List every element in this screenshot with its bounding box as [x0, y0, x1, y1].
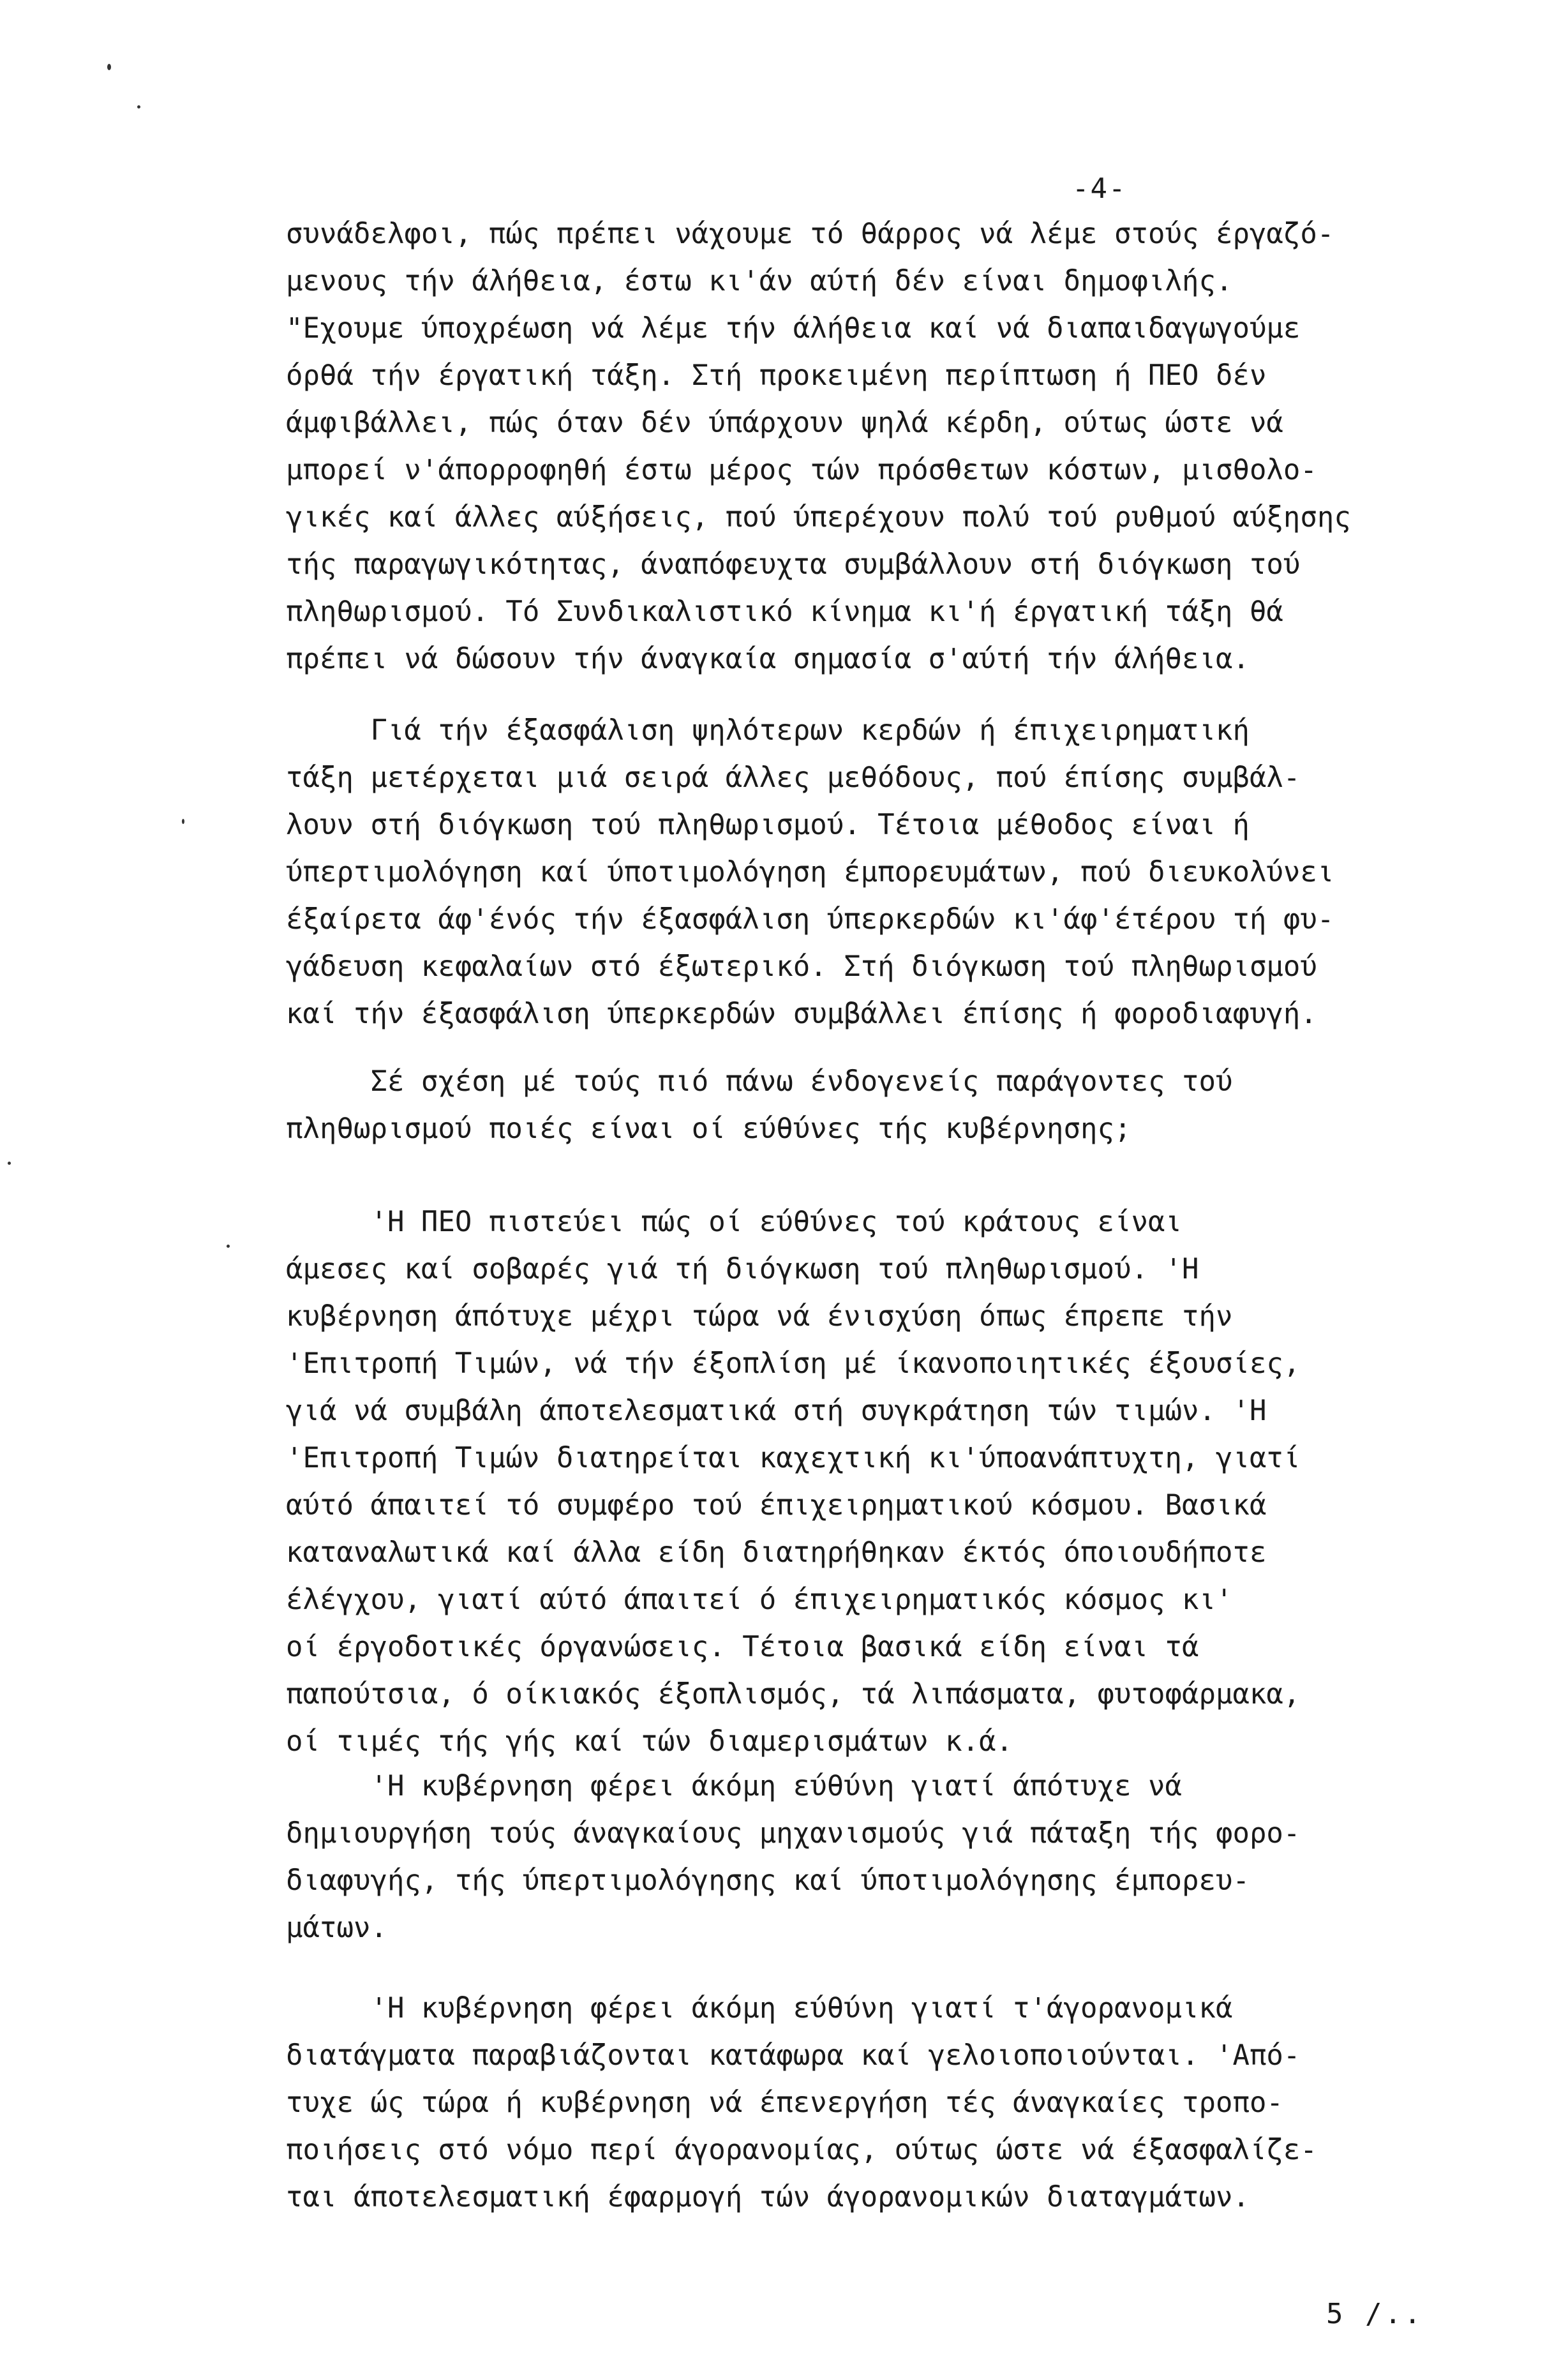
text-line: έξαίρετα άφ'ένός τήν έξασφάλιση ύπερκερδών κι'άφ'έτέρου τή φυ- — [286, 903, 1334, 936]
text-line: μπορεί ν'άπορροφηθή έστω μέρος τών πρόσθετων κόστων, μισθολο- — [286, 454, 1317, 486]
text-line: μάτων. — [286, 1912, 387, 1944]
text-line: αύτό άπαιτεί τό συμφέρο τού έπιχειρηματικού κόσμου. Βασικά — [286, 1489, 1267, 1522]
page-number: -4- — [1072, 172, 1127, 205]
text-line: πληθωρισμού ποιές είναι οί εύθύνες τής κυβέρνησης; — [286, 1112, 1131, 1145]
paragraph — [286, 707, 1498, 1038]
text-line: τάξη μετέρχεται μιά σειρά άλλες μεθόδους, πού έπίσης συμβάλ- — [286, 761, 1301, 794]
text-line: ύπερτιμολόγηση καί ύποτιμολόγηση έμπορευμάτων, πού διευκολύνει — [286, 856, 1334, 888]
text-line: οί τιμές τής γής καί τών διαμερισμάτων κ.ά. — [286, 1725, 1013, 1758]
paragraph — [286, 1985, 1498, 2221]
text-line: άμφιβάλλει, πώς όταν δέν ύπάρχουν ψηλά κέρδη, ούτως ώστε νά — [286, 407, 1283, 439]
text-line: έλέγχου, γιατί αύτό άπαιτεί ό έπιχειρηματικός κόσμος κι' — [286, 1584, 1233, 1616]
text-line: τυχε ώς τώρα ή κυβέρνηση νά έπενεργήση τές άναγκαίες τροπο- — [286, 2086, 1283, 2119]
text-line: 'Επιτροπή Τιμών διατηρείται καχεχτική κι'ύποανάπτυχτη, γιατί — [286, 1442, 1301, 1474]
text-line: 'Η κυβέρνηση φέρει άκόμη εύθύνη γιατί άπότυχε νά — [286, 1770, 1182, 1802]
paragraph — [286, 1763, 1498, 1952]
text-line: διατάγματα παραβιάζονται κατάφωρα καί γελοιοποιούνται. 'Από- — [286, 2039, 1301, 2072]
text-line: γάδευση κεφαλαίων στό έξωτερικό. Στή διόγκωση τού πληθωρισμού — [286, 950, 1317, 983]
text-line: ποιήσεις στό νόμο περί άγορανομίας, ούτως ώστε νά έξασφαλίζε- — [286, 2134, 1317, 2166]
text-line: άμεσες καί σοβαρές γιά τή διόγκωση τού πληθωρισμού. 'Η — [286, 1253, 1199, 1285]
text-line: κυβέρνηση άπότυχε μέχρι τώρα νά ένισχύση όπως έπρεπε τήν — [286, 1300, 1233, 1333]
text-line: γιά νά συμβάλη άποτελεσματικά στή συγκράτηση τών τιμών. 'Η — [286, 1395, 1267, 1427]
text-line: λουν στή διόγκωση τού πληθωρισμού. Τέτοια μέθοδος είναι ή — [286, 809, 1250, 841]
text-line: πρέπει νά δώσουν τήν άναγκαία σημασία σ'αύτή τήν άλήθεια. — [286, 643, 1250, 675]
text-line: όρθά τήν έργατική τάξη. Στή προκειμένη περίπτωση ή ΠΕΟ δέν — [286, 359, 1267, 392]
text-line: 'Επιτροπή Τιμών, νά τήν έξοπλίση μέ ίκανοποιητικές έξουσίες, — [286, 1347, 1301, 1380]
scan-speck — [137, 105, 140, 109]
text-line: 'Η ΠΕΟ πιστεύει πώς οί εύθύνες τού κράτους είναι — [286, 1206, 1182, 1238]
text-line: διαφυγής, τής ύπερτιμολόγησης καί ύποτιμολόγησης έμπορευ- — [286, 1864, 1250, 1897]
text-line: δημιουργήση τούς άναγκαίους μηχανισμούς γιά πάταξη τής φορο- — [286, 1817, 1301, 1850]
text-line: 'Η κυβέρνηση φέρει άκόμη εύθύνη γιατί τ'άγορανομικά — [286, 1992, 1233, 2025]
text-line: τής παραγωγικότητας, άναπόφευχτα συμβάλλουν στή διόγκωση τού — [286, 548, 1301, 581]
text-line: γικές καί άλλες αύξήσεις, πού ύπερέχουν πολύ τού ρυθμού αύξησης — [286, 501, 1351, 534]
scan-speck — [182, 819, 184, 824]
text-line: "Εχουμε ύποχρέωση νά λέμε τήν άλήθεια καί νά διαπαιδαγωγούμε — [286, 312, 1301, 345]
text-line: μενους τήν άλήθεια, έστω κι'άν αύτή δέν είναι δημοφιλής. — [286, 265, 1233, 297]
text-line: οί έργοδοτικές όργανώσεις. Τέτοια βασικά είδη είναι τά — [286, 1631, 1199, 1663]
paragraph — [286, 1199, 1498, 1765]
text-line: Σέ σχέση μέ τούς πιό πάνω ένδογενείς παράγοντες τού — [286, 1065, 1233, 1098]
text-line: καί τήν έξασφάλιση ύπερκερδών συμβάλλει έπίσης ή φοροδιαφυγή. — [286, 998, 1317, 1030]
text-line: ται άποτελεσματική έφαρμογή τών άγορανομικών διαταγμάτων. — [286, 2181, 1250, 2213]
text-line: καταναλωτικά καί άλλα είδη διατηρήθηκαν έκτός όποιουδήποτε — [286, 1536, 1267, 1569]
scan-speck — [8, 1162, 11, 1165]
scan-speck — [107, 64, 111, 70]
text-line: πληθωρισμού. Τό Συνδικαλιστικό κίνημα κι'ή έργατική τάξη θά — [286, 595, 1283, 628]
text-line: παπούτσια, ό οίκιακός έξοπλισμός, τά λιπάσματα, φυτοφάρμακα, — [286, 1678, 1301, 1711]
scan-speck — [227, 1245, 230, 1248]
text-line: συνάδελφοι, πώς πρέπει νάχουμε τό θάρρος νά λέμε στούς έργαζό- — [286, 218, 1334, 250]
paragraph — [286, 1058, 1498, 1153]
continuation-marker: 5 /.. — [1326, 2298, 1424, 2330]
paragraph — [286, 211, 1498, 683]
text-line: Γιά τήν έξασφάλιση ψηλότερων κερδών ή έπιχειρηματική — [286, 714, 1250, 747]
